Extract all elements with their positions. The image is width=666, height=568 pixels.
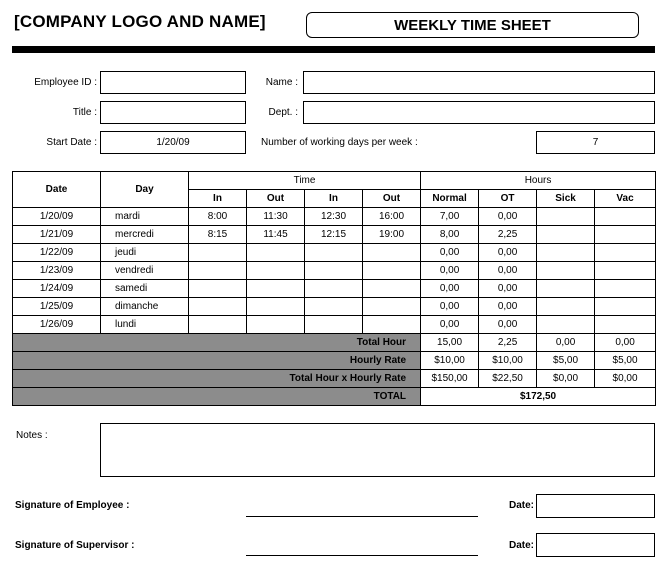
supervisor-signature-line[interactable] [246, 555, 478, 556]
rate-ot[interactable]: $10,00 [479, 352, 537, 370]
total-hour-label: Total Hour [13, 334, 421, 352]
total-ot: 2,25 [479, 334, 537, 352]
out2-cell[interactable]: 19:00 [363, 226, 421, 244]
col-in2-header: In [305, 190, 363, 208]
total-x-rate-label: Total Hour x Hourly Rate [13, 370, 421, 388]
col-out1-header: Out [247, 190, 305, 208]
table-row [13, 226, 656, 244]
employee-signature-line[interactable] [246, 516, 478, 517]
sheet-title: WEEKLY TIME SHEET [306, 12, 639, 38]
in2-cell[interactable]: 12:15 [305, 226, 363, 244]
ot-cell: 0,00 [479, 316, 537, 334]
sick-cell[interactable] [537, 262, 595, 280]
in2-cell[interactable] [305, 244, 363, 262]
table-row [13, 298, 656, 316]
col-time-header: Time [189, 172, 421, 190]
in1-cell[interactable] [189, 244, 247, 262]
employee-signature-label: Signature of Employee : [15, 500, 130, 511]
in1-cell[interactable]: 8:00 [189, 208, 247, 226]
out1-cell[interactable] [247, 316, 305, 334]
company-logo-name: [COMPANY LOGO AND NAME] [14, 12, 266, 31]
in2-cell[interactable] [305, 262, 363, 280]
sick-cell[interactable] [537, 244, 595, 262]
grand-total-row [13, 388, 656, 406]
col-in1-header: In [189, 190, 247, 208]
in2-cell[interactable] [305, 280, 363, 298]
pay-normal: $150,00 [421, 370, 479, 388]
table-row [13, 208, 656, 226]
date-cell[interactable]: 1/25/09 [13, 298, 101, 316]
sick-cell[interactable] [537, 208, 595, 226]
col-ot-header: OT [479, 190, 537, 208]
day-cell[interactable]: jeudi [101, 244, 189, 262]
day-cell[interactable]: mardi [101, 208, 189, 226]
vac-cell[interactable] [595, 298, 656, 316]
grand-total-value: $172,50 [421, 388, 656, 406]
out1-cell[interactable] [247, 262, 305, 280]
in1-cell[interactable] [189, 298, 247, 316]
title-label: Title : [72, 107, 97, 118]
out2-cell[interactable]: 16:00 [363, 208, 421, 226]
in1-cell[interactable]: 8:15 [189, 226, 247, 244]
out2-cell[interactable] [363, 316, 421, 334]
grand-total-label: TOTAL [13, 388, 421, 406]
pay-sick: $0,00 [537, 370, 595, 388]
employee-id-label: Employee ID : [34, 77, 97, 88]
col-day-header: Day [101, 172, 189, 208]
normal-cell: 8,00 [421, 226, 479, 244]
sick-cell[interactable] [537, 316, 595, 334]
out2-cell[interactable] [363, 298, 421, 316]
pay-ot: $22,50 [479, 370, 537, 388]
vac-cell[interactable] [595, 208, 656, 226]
day-cell[interactable]: lundi [101, 316, 189, 334]
in1-cell[interactable] [189, 316, 247, 334]
normal-cell: 0,00 [421, 298, 479, 316]
date-cell[interactable]: 1/22/09 [13, 244, 101, 262]
normal-cell: 0,00 [421, 262, 479, 280]
dept-label: Dept. : [268, 107, 298, 118]
pay-vac: $0,00 [595, 370, 656, 388]
col-out2-header: Out [363, 190, 421, 208]
out1-cell[interactable] [247, 280, 305, 298]
in1-cell[interactable] [189, 280, 247, 298]
hourly-rate-label: Hourly Rate [13, 352, 421, 370]
hourly-rate-row [13, 352, 656, 370]
out1-cell[interactable]: 11:30 [247, 208, 305, 226]
date-cell[interactable]: 1/20/09 [13, 208, 101, 226]
vac-cell[interactable] [595, 244, 656, 262]
timesheet-table [12, 171, 656, 406]
name-field[interactable] [303, 71, 655, 94]
col-normal-header: Normal [421, 190, 479, 208]
working-days-label: Number of working days per week : [261, 137, 418, 148]
sick-cell[interactable] [537, 280, 595, 298]
dept-field[interactable] [303, 101, 655, 124]
employee-date-field[interactable] [536, 494, 655, 518]
normal-cell: 0,00 [421, 316, 479, 334]
day-cell[interactable]: mercredi [101, 226, 189, 244]
in2-cell[interactable] [305, 316, 363, 334]
start-date-label: Start Date : [46, 137, 97, 148]
in1-cell[interactable] [189, 262, 247, 280]
date-cell[interactable]: 1/24/09 [13, 280, 101, 298]
ot-cell: 0,00 [479, 280, 537, 298]
normal-cell: 0,00 [421, 244, 479, 262]
in2-cell[interactable] [305, 298, 363, 316]
date-cell[interactable]: 1/26/09 [13, 316, 101, 334]
col-vac-header: Vac [595, 190, 656, 208]
employee-date-label: Date: [509, 500, 535, 511]
total-normal: 15,00 [421, 334, 479, 352]
in2-cell[interactable]: 12:30 [305, 208, 363, 226]
total-hour-row [13, 334, 656, 352]
sick-cell[interactable] [537, 226, 595, 244]
title-field[interactable] [100, 101, 246, 124]
col-date-header: Date [13, 172, 101, 208]
total-vac: 0,00 [595, 334, 656, 352]
notes-field[interactable] [100, 423, 655, 477]
out2-cell[interactable] [363, 262, 421, 280]
total-sick: 0,00 [537, 334, 595, 352]
ot-cell: 0,00 [479, 262, 537, 280]
rate-normal[interactable]: $10,00 [421, 352, 479, 370]
out1-cell[interactable] [247, 244, 305, 262]
date-cell[interactable]: 1/23/09 [13, 262, 101, 280]
working-days-field[interactable]: 7 [536, 131, 655, 154]
vac-cell[interactable] [595, 316, 656, 334]
col-sick-header: Sick [537, 190, 595, 208]
day-cell[interactable]: vendredi [101, 262, 189, 280]
vac-cell[interactable] [595, 280, 656, 298]
normal-cell: 0,00 [421, 280, 479, 298]
vac-cell[interactable] [595, 262, 656, 280]
out1-cell[interactable]: 11:45 [247, 226, 305, 244]
supervisor-date-label: Date: [509, 540, 535, 551]
employee-id-field[interactable] [100, 71, 246, 94]
out2-cell[interactable] [363, 280, 421, 298]
start-date-field[interactable]: 1/20/09 [100, 131, 246, 154]
rate-vac[interactable]: $5,00 [595, 352, 656, 370]
out1-cell[interactable] [247, 298, 305, 316]
supervisor-signature-label: Signature of Supervisor : [15, 540, 135, 551]
table-row [13, 244, 656, 262]
date-cell[interactable]: 1/21/09 [13, 226, 101, 244]
supervisor-date-field[interactable] [536, 533, 655, 557]
out2-cell[interactable] [363, 244, 421, 262]
ot-cell: 0,00 [479, 298, 537, 316]
day-cell[interactable]: dimanche [101, 298, 189, 316]
ot-cell: 0,00 [479, 208, 537, 226]
day-cell[interactable]: samedi [101, 280, 189, 298]
ot-cell: 0,00 [479, 244, 537, 262]
vac-cell[interactable] [595, 226, 656, 244]
table-row [13, 280, 656, 298]
total-x-rate-row [13, 370, 656, 388]
table-row [13, 262, 656, 280]
col-hours-header: Hours [421, 172, 656, 190]
table-row [13, 316, 656, 334]
sick-cell[interactable] [537, 298, 595, 316]
header-divider [12, 46, 655, 53]
ot-cell: 2,25 [479, 226, 537, 244]
notes-label: Notes : [16, 430, 48, 441]
name-label: Name : [265, 77, 298, 88]
normal-cell: 7,00 [421, 208, 479, 226]
rate-sick[interactable]: $5,00 [537, 352, 595, 370]
